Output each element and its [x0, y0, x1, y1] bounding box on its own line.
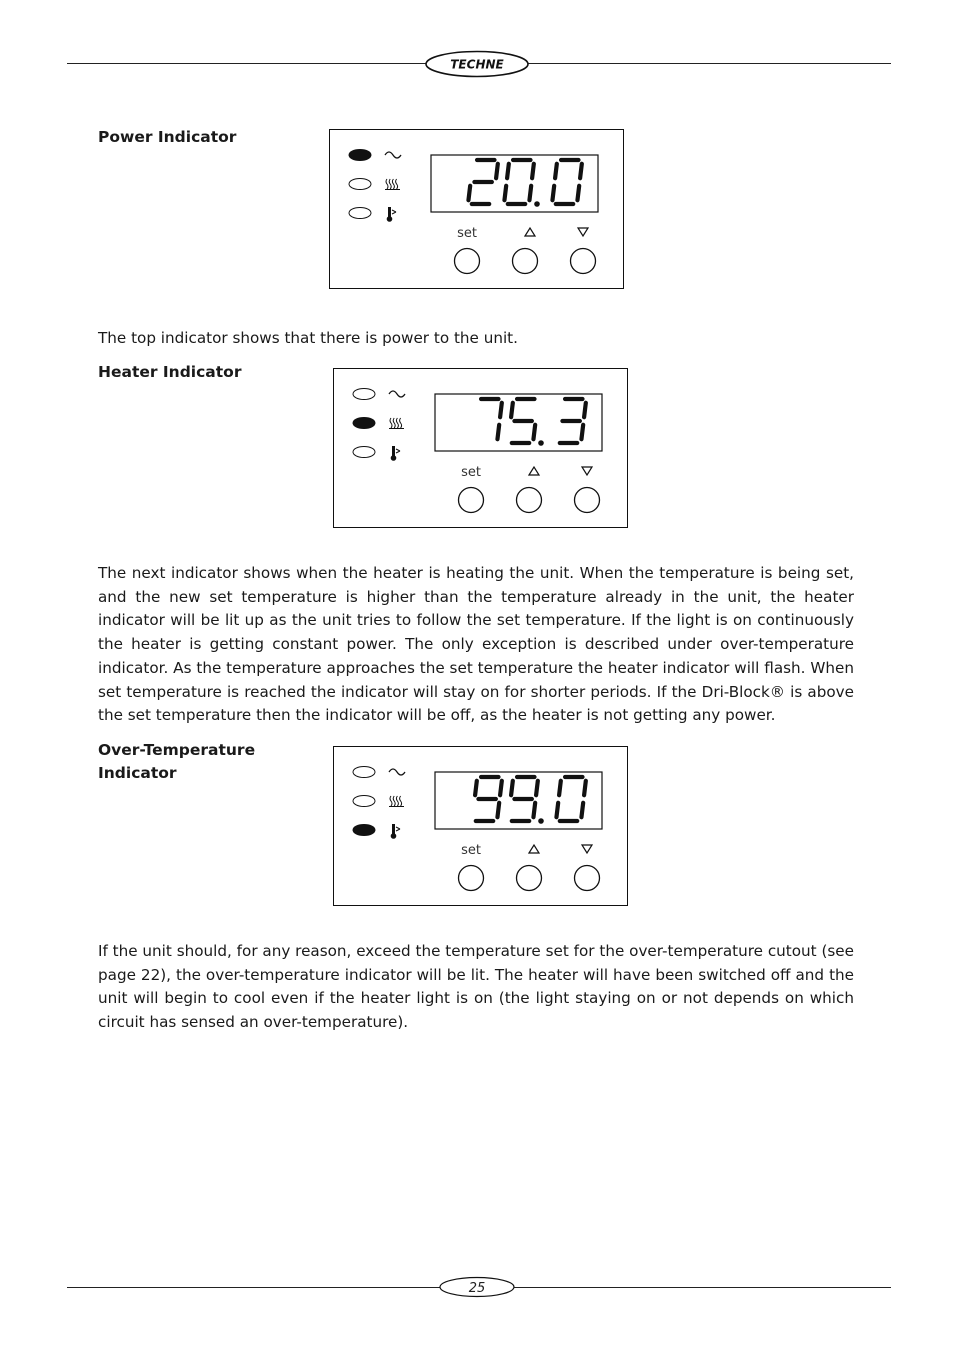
led-overtemp-off: [353, 447, 375, 458]
up-button[interactable]: [517, 488, 542, 513]
thermometer-icon: [391, 824, 400, 839]
display-decimal-point: [538, 440, 544, 446]
led-overtemp-lit: [353, 825, 375, 836]
down-triangle-icon: [582, 467, 592, 475]
heater-coil-icon: [389, 796, 404, 807]
page-number: 25: [468, 1281, 486, 1296]
thermometer-icon: [391, 446, 400, 461]
down-button[interactable]: [571, 249, 596, 274]
tilde-ac-icon: [389, 769, 405, 775]
heading-overtemp-line2: Indicator: [98, 764, 177, 782]
heater-description: The next indicator shows when the heater is heating the unit. When the temperature is being set, and the new set temperature is higher than the temperature already in the unit, the heater indicator will be lit up as the unit tries to follow the set temperature. If the light is on continuously the heater is getting constant power. The only exception is described under over-temperature indicator. As the temperature approaches the set temperature the heater indicator will flash. When set temperature is reached the indicator will stay on for shorter periods. If the Dri-Block® is above the set temperature then the indicator will be off, as the heater is not getting any power.: [98, 564, 854, 725]
heading-overtemp-line1: Over-Temperature: [98, 741, 256, 759]
page-number-badge: [439, 1276, 515, 1298]
panel-power: [329, 129, 624, 289]
led-power-off: [353, 389, 375, 400]
down-triangle-icon: [582, 845, 592, 853]
set-button[interactable]: [459, 488, 484, 513]
led-heater-lit: [353, 418, 375, 429]
down-triangle-icon: [578, 228, 588, 236]
heading-overtemp-indicator: [98, 739, 255, 785]
led-overtemp-off: [349, 208, 371, 219]
set-button[interactable]: [459, 866, 484, 891]
up-triangle-icon: [529, 845, 539, 853]
display-decimal-point: [538, 818, 544, 824]
heater-coil-icon: [389, 418, 404, 429]
led-power-off: [353, 767, 375, 778]
display-decimal-point: [534, 201, 540, 207]
led-heater-off: [353, 796, 375, 807]
panel-heater: [333, 368, 628, 528]
techne-logo: [425, 50, 529, 78]
tilde-ac-icon: [385, 152, 401, 158]
up-triangle-icon: [529, 467, 539, 475]
heading-power-indicator: Power Indicator: [98, 128, 237, 146]
thermometer-icon: [387, 207, 396, 222]
overtemp-description: If the unit should, for any reason, exceed the temperature set for the over-temperature cutout (see page 22), the over-temperature indicator will be lit. The heater will have been switched off and the unit will begin to cool even if the heater light is on (the light staying on or not depends on which circuit has sensed an over-temperature).: [98, 942, 854, 1032]
down-button[interactable]: [575, 488, 600, 513]
led-heater-off: [349, 179, 371, 190]
tilde-ac-icon: [389, 391, 405, 397]
set-button[interactable]: [455, 249, 480, 274]
power-description: The top indicator shows that there is power to the unit.: [98, 329, 518, 347]
up-button[interactable]: [517, 866, 542, 891]
set-label: set: [461, 843, 481, 858]
brand-name: TECHNE: [450, 57, 504, 72]
panel-overtemp: [333, 746, 628, 906]
set-label: set: [461, 465, 481, 480]
up-triangle-icon: [525, 228, 535, 236]
heater-coil-icon: [385, 179, 400, 190]
heading-heater-indicator: Heater Indicator: [98, 363, 242, 381]
up-button[interactable]: [513, 249, 538, 274]
led-power-lit: [349, 150, 371, 161]
down-button[interactable]: [575, 866, 600, 891]
set-label: set: [457, 226, 477, 241]
